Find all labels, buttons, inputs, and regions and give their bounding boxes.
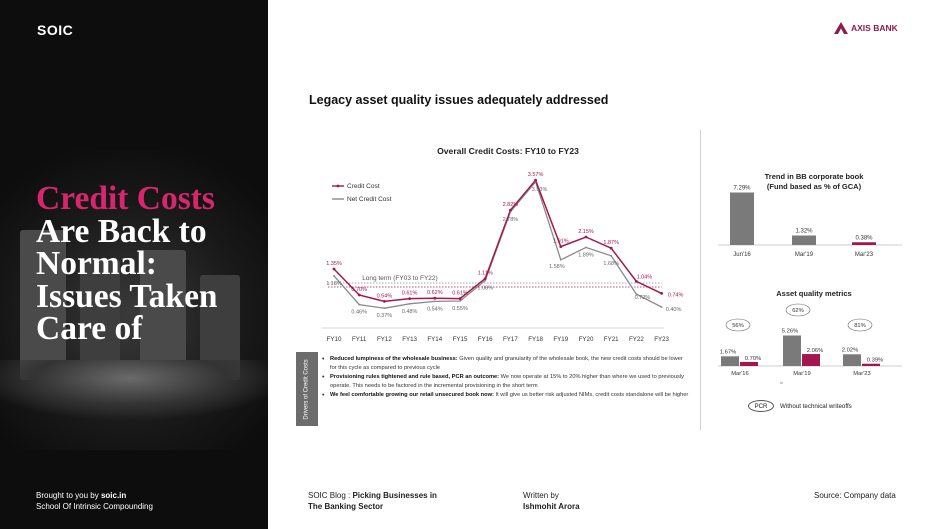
bar [802, 354, 820, 366]
data-label: 2.06% [806, 348, 824, 355]
data-label: 0.74% [667, 292, 684, 299]
bar [862, 364, 880, 366]
line-chart-title: Overall Credit Costs: FY10 to FY23 [437, 146, 579, 156]
x-tick-label: Mar'23 [853, 371, 871, 377]
x-tick-label: FY10 [326, 336, 342, 343]
list-item [322, 373, 690, 391]
data-label: 5.26% [781, 328, 799, 335]
blog-title-line: The Banking Sector [308, 501, 384, 511]
list-item [322, 355, 690, 373]
headline-line: Issues Taken [36, 277, 218, 315]
headline-line: Normal: [36, 245, 157, 282]
data-point [459, 300, 461, 302]
aq-chart-title: Asset quality metrics [776, 289, 852, 298]
bar [730, 193, 754, 245]
data-label: 1.89% [578, 252, 594, 259]
bar [843, 354, 861, 366]
bank-name: AXIS BANK [851, 23, 898, 33]
data-label: 2.15% [578, 229, 594, 235]
data-point [358, 304, 360, 306]
data-label: 1.67% [719, 349, 737, 356]
pcr-legend [748, 400, 852, 412]
x-tick-label: FY15 [452, 336, 468, 343]
driver-heading: We feel comfortable growing our retail unsecured book now: [330, 392, 494, 398]
x-tick-label: FY22 [629, 336, 644, 343]
legend-marker [337, 185, 340, 188]
x-tick-label: FY17 [503, 336, 518, 343]
data-label: 1.06% [477, 285, 494, 292]
slide-title: Legacy asset quality issues adequately addressed [309, 93, 609, 107]
headline [36, 180, 266, 347]
brought-by-prefix: Brought to you by [36, 491, 101, 500]
x-tick-labels [327, 336, 670, 343]
x-tick-label: FY21 [603, 336, 619, 343]
left-panel [0, 0, 268, 529]
data-point [459, 297, 462, 300]
headline-line: Are Back to [36, 212, 207, 250]
headline-line: Care of [36, 310, 143, 347]
axis-bank-logo [834, 22, 898, 34]
data-point [408, 297, 411, 300]
axis-logo-icon [834, 22, 848, 34]
data-point [484, 277, 487, 280]
site-link[interactable]: soic.in [100, 491, 127, 500]
brought-by [36, 490, 153, 512]
data-point [585, 247, 587, 249]
driver-text: It will give us better risk adjusted NIMs, credit costs standalone will be higher [493, 392, 689, 398]
x-tick-label: FY20 [578, 336, 594, 343]
data-point [661, 306, 663, 308]
data-point [384, 307, 386, 309]
data-point [383, 300, 386, 303]
data-label: 0.55% [452, 306, 468, 312]
data-point [660, 292, 663, 295]
data-label: 2.78% [502, 216, 519, 223]
x-tick-label: FY18 [528, 336, 543, 343]
divider [700, 130, 701, 430]
data-label: 0.61% [401, 290, 418, 297]
blog-title-line: Picking Businesses in [352, 491, 437, 500]
x-tick-label: FY12 [377, 336, 392, 343]
data-label: 1.11% [477, 270, 493, 277]
data-point [560, 259, 562, 261]
bar [740, 362, 758, 366]
bar [721, 356, 739, 366]
data-point [433, 297, 436, 300]
drivers-tab [296, 352, 318, 426]
data-label: 0.70% [351, 287, 368, 293]
data-labels [326, 172, 683, 319]
bb-subtitle-line: (Fund based as % of GCA) [766, 182, 862, 191]
legend-label: Net Credit Cost [347, 196, 392, 204]
pcr-badge [748, 400, 774, 412]
data-label: 1.91% [552, 238, 569, 245]
pcr-value: 62% [792, 308, 804, 314]
bar [792, 235, 816, 245]
data-point [635, 280, 638, 283]
data-label: 0.39% [866, 357, 884, 364]
list-item [322, 391, 690, 400]
data-label: 0.37% [376, 313, 393, 320]
drivers-box [296, 352, 690, 426]
data-label: 3.53% [531, 186, 548, 193]
data-label: 2.02% [841, 347, 859, 354]
headline-line: Credit Costs [36, 180, 215, 217]
data-label: 0.61% [452, 290, 468, 297]
bar [852, 242, 876, 245]
data-label: 0.38% [855, 235, 873, 242]
reference-lines [328, 275, 662, 287]
data-point [559, 245, 562, 248]
data-point [585, 236, 588, 239]
drivers-list [322, 355, 690, 400]
hand-image [0, 360, 268, 420]
data-point [333, 275, 335, 277]
data-label: 3.57% [527, 172, 544, 179]
bb-corporate-bar-chart [710, 178, 910, 260]
blog-title [308, 491, 437, 512]
driver-heading: Reduced lumpiness of the wholesale business: [330, 356, 458, 362]
reference-line-label: Long term (FY03 to FY22) [362, 275, 438, 282]
x-tick-label: FY11 [352, 336, 367, 343]
bar [783, 335, 801, 366]
data-point [610, 247, 613, 250]
data-label: 7.29% [733, 185, 751, 192]
data-label: 0.48% [401, 308, 418, 315]
data-label: 0.40% [665, 307, 682, 313]
pcr-badge-label: PCR [754, 402, 768, 410]
asset-quality-bar-chart [710, 298, 910, 386]
data-label: 1.35% [326, 261, 342, 267]
data-point [409, 303, 411, 305]
author-name: Ishmohit Arora [523, 501, 580, 511]
data-label: 0.70% [744, 355, 762, 362]
soic-logo: SOIC [37, 22, 74, 38]
data-label: 1.68% [603, 260, 620, 267]
x-tick-label: FY13 [402, 336, 417, 343]
x-tick-label: Jun'16 [733, 252, 751, 258]
data-label: 0.54% [376, 293, 393, 300]
x-tick-label: FY14 [427, 336, 443, 343]
x-tick-label: Mar'19 [793, 371, 811, 377]
pcr-legend-text: Without technical writeoffs [780, 402, 852, 410]
data-label: 0.62% [426, 290, 443, 297]
drivers-tab-label: Drivers of Credit Costs [303, 358, 310, 420]
data-label: 0.46% [351, 309, 368, 316]
pcr-value: 81% [854, 323, 866, 329]
data-label: 1.58% [548, 263, 565, 270]
driver-heading: Provisioning rules tightened and rule based, PCR an outcome: [330, 374, 500, 380]
author-block [523, 491, 580, 512]
x-tick-label: Mar'23 [854, 252, 874, 258]
pcr-value: 56% [732, 323, 744, 329]
data-point [509, 209, 512, 212]
data-point [610, 255, 612, 257]
note-mark: ix [780, 380, 783, 385]
x-tick-label: Mar'19 [794, 252, 814, 258]
school-name: School Of Intrinsic Compounding [36, 502, 153, 511]
data-label: 1.32% [795, 228, 813, 235]
data-label: 1.87% [603, 240, 620, 247]
credit-cost-line-chart [318, 158, 690, 348]
data-point [534, 179, 537, 182]
x-tick-label: FY16 [477, 336, 493, 343]
legend-label: Credit Cost [347, 183, 380, 191]
data-label: 1.04% [636, 274, 653, 281]
written-by-label: Written by [523, 491, 559, 500]
chart-legend [332, 183, 392, 203]
data-point [434, 301, 436, 303]
driver-text: Given quality and granularity of the wholesale book, the new credit costs should be lower for this cycle as compared to previous cycle [330, 356, 683, 371]
data-label: 1.18% [326, 280, 342, 287]
x-tick-label: FY19 [553, 336, 569, 343]
x-tick-label: FY23 [654, 336, 669, 343]
blog-prefix: SOIC Blog : [308, 491, 353, 500]
bb-title-line: Trend in BB corporate book [764, 172, 864, 181]
driver-text: We now operate at 15% to 20% higher than where we used to previously operate. This needs to be factored in the incremental provisioning in the short term [330, 374, 684, 389]
data-label: 0.54% [426, 306, 443, 313]
data-point [333, 268, 336, 271]
data-point [358, 294, 361, 297]
x-tick-label: Mar'16 [731, 371, 749, 377]
data-label: 0.72% [634, 295, 651, 302]
data-label: 2.82% [502, 202, 519, 209]
source-note: Source: Company data [814, 491, 896, 500]
